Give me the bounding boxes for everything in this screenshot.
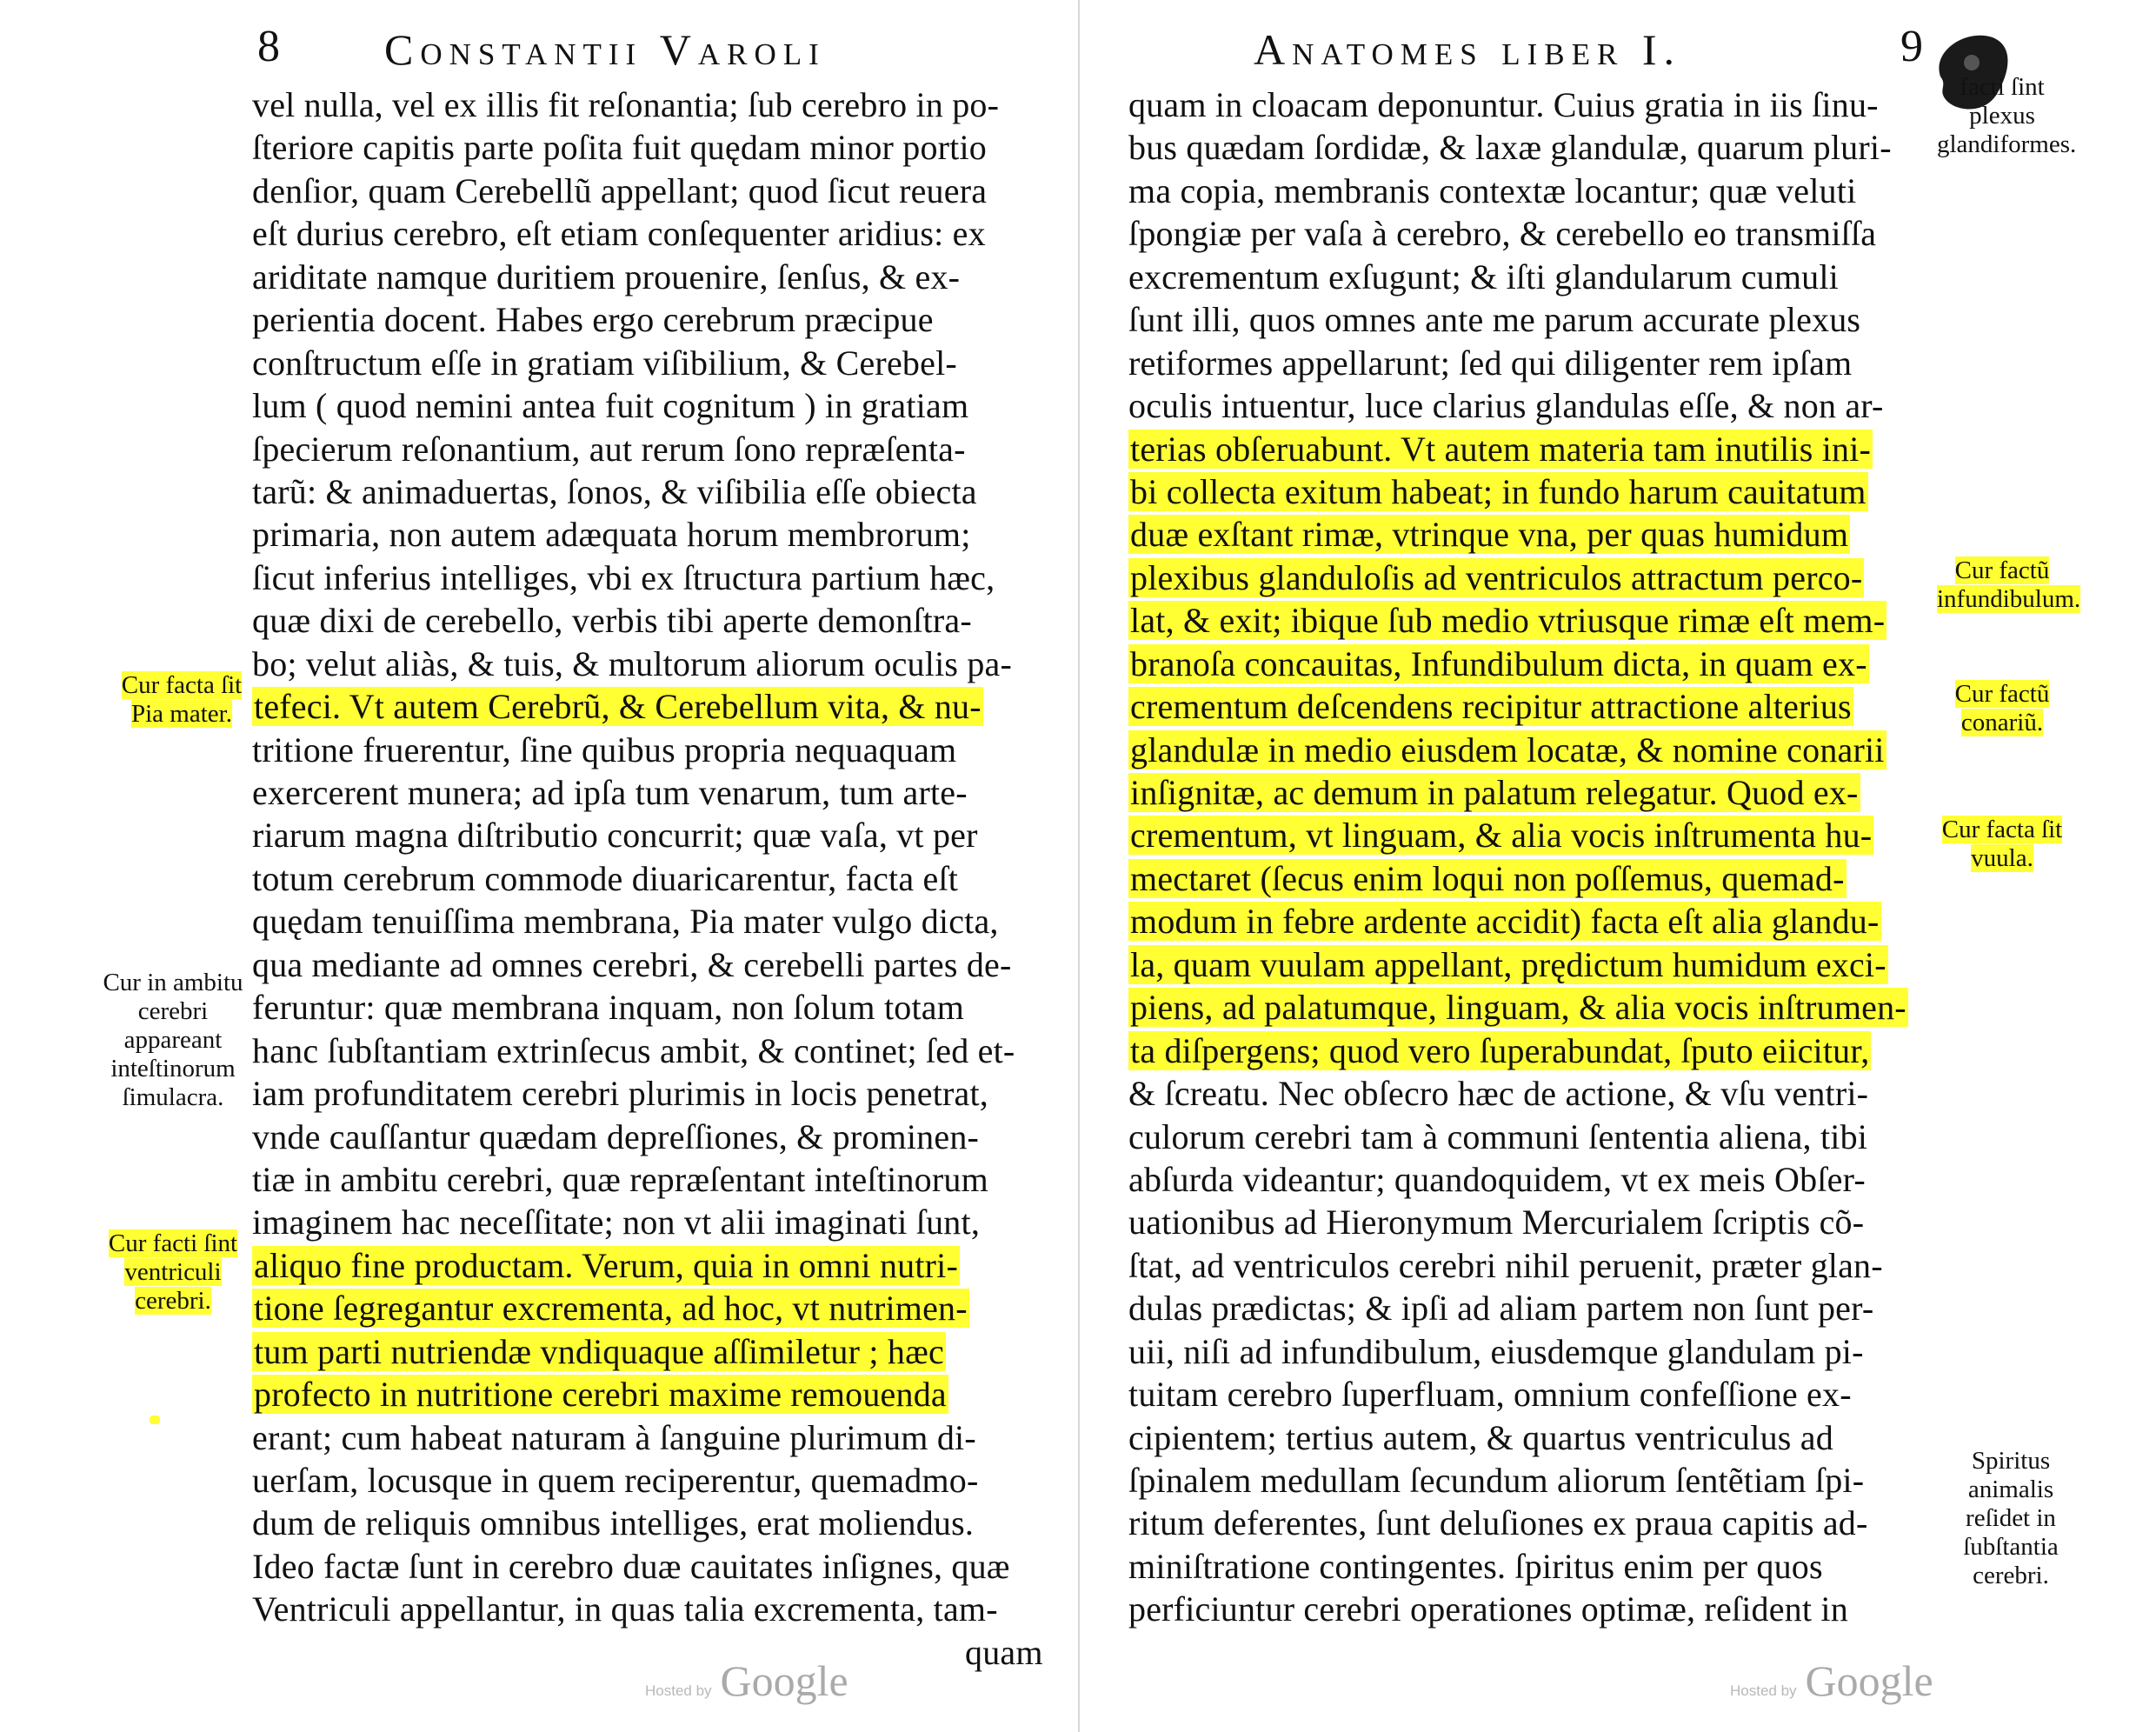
running-head: Anatomes liber I. — [1254, 25, 1682, 74]
text-line: quam in cloacam deponuntur. Cuius gratia in iis ſinu- — [1128, 85, 1879, 124]
text-line: excrementum exſugunt; & iſti glandularum cumuli — [1128, 256, 1839, 296]
text-line: Ideo factæ ſunt in cerebro duæ cauitates inſignes, quæ — [252, 1546, 1010, 1586]
text-line: vnde cauſſantur quædam depreſſiones, & prominen- — [252, 1116, 980, 1156]
margin-note — [103, 1229, 243, 1316]
highlighted-text: tum parti nutriendæ vndiquaque aſſimiletur ; hæc — [254, 1331, 944, 1371]
text-line: & ſcreatu. Nec obſecro hæc de actione, & vſu ventri- — [1128, 1074, 1869, 1114]
highlighted-text: lat, & exit; ibique ſub medio vtriusque rimæ eſt mem- — [1130, 601, 1886, 641]
margin-note-text: Cur facti ſint ventriculi cerebri. — [108, 1229, 238, 1315]
highlighted-text: duæ exſtant rimæ, vtrinque vna, per quas humidum — [1130, 515, 1849, 555]
highlighted-text: crementum deſcendens recipitur attractione alterius — [1130, 687, 1852, 727]
text-line: retiformes appellarunt; ſed qui diligenter rem ipſam — [1128, 343, 1853, 383]
text-line: vel nulla, vel ex illis fit reſonantia; ſub cerebro in po- — [252, 85, 1000, 124]
highlighted-text: profecto in nutritione cerebri maxime remouenda — [254, 1375, 947, 1415]
highlighted-text: terias obſeruabunt. Vt autem materia tam inutilis ini- — [1130, 429, 1872, 469]
text-line: perficiuntur cerebri operationes optimæ, reſident in — [1128, 1589, 1848, 1629]
text-line: eſt durius cerebro, eſt etiam conſequenter aridius: ex — [252, 214, 986, 254]
text-line — [1128, 943, 2137, 986]
text-line: riarum magna diſtributio concurrit; quæ vaſa, vt per — [252, 816, 978, 856]
margin-note: Cur in ambitu cerebri appareant inteſtinorum ſimulacra. — [103, 969, 243, 1111]
text-line: feruntur: quæ membrana inquam, non ſolum totam — [252, 988, 965, 1028]
text-line: cipientem; tertius autem, & quartus ventriculus ad — [1128, 1417, 1833, 1457]
text-line: tuitam cerebro ſuperfluam, omnium confeſſione ex- — [1128, 1375, 1852, 1415]
margin-note — [111, 671, 252, 729]
hosted-by-google-watermark — [1730, 1655, 1933, 1706]
text-line — [1128, 771, 2137, 814]
highlighted-text: aliquo fine productam. Verum, quia in omni nutri- — [254, 1245, 959, 1285]
highlighted-text: modum in febre ardente accidit) facta eſt alia glandu- — [1130, 902, 1880, 942]
text-line — [252, 685, 1061, 728]
text-line: iam profunditatem cerebri plurimis in locis penetrat, — [252, 1074, 989, 1114]
text-line — [252, 1373, 1061, 1416]
text-line: dulas prædictas; & ipſi ad aliam partem non ſunt per- — [1128, 1289, 1874, 1329]
text-line: tiæ in ambitu cerebri, quæ repræſentant inteſtinorum — [252, 1159, 988, 1199]
highlighted-text: tefeci. Vt autem Cerebrũ, & Cerebellum vita, & nu- — [254, 687, 982, 727]
text-line: ritum deferentes, ſunt deluſiones ex praua capitis ad- — [1128, 1503, 1868, 1543]
text-line: uii, niſi ad infundibulum, eiusdemque glandulam pi- — [1128, 1331, 1864, 1371]
text-line — [1128, 470, 2137, 513]
highlighted-text: plexibus glanduloſis ad ventriculos attractum perco- — [1130, 557, 1863, 597]
text-line: conſtructum eſſe in gratiam viſibilium, & Cerebel- — [252, 343, 957, 383]
margin-note — [1937, 816, 2067, 873]
text-line: lum ( quod nemini antea fuit cognitum ) in gratiam — [252, 386, 969, 426]
text-line: hanc ſubſtantiam extrinſecus ambit, & continet; ſed et- — [252, 1030, 1015, 1070]
text-line: quędam tenuiſſima membrana, Pia mater vulgo dicta, — [252, 902, 999, 942]
text-line: denſior, quam Cerebellũ appellant; quod ſicut reuera — [252, 170, 988, 210]
page-number: 9 — [1900, 22, 1923, 71]
hosted-by-google-watermark — [645, 1655, 848, 1706]
margin-note-text: Cur facta ſit vuula. — [1941, 816, 2063, 872]
margin-note — [1937, 680, 2067, 737]
text-line: dum de reliquis omnibus intelliges, erat moliendus. — [252, 1503, 975, 1543]
highlighted-text: la, quam vuulam appellant, prędictum humidum exci- — [1130, 944, 1886, 984]
text-line: ſicut inferius intelliges, vbi ex ſtructura partium hæc, — [252, 557, 995, 597]
text-line: totum cerebrum commode diuaricarentur, facta eſt — [252, 858, 959, 898]
margin-note-text: Cur facta ſit Pia mater. — [121, 671, 243, 728]
margin-note — [1937, 556, 2081, 614]
text-line: exercerent munera; ad ipſa tum venarum, tum arte- — [252, 773, 968, 812]
page-number: 8 — [257, 22, 280, 71]
text-line — [252, 1330, 1061, 1373]
text-line — [1128, 643, 2137, 685]
text-line: quam — [965, 1632, 1043, 1672]
text-line: ſteriore capitis parte poſita fuit quędam minor portio — [252, 128, 987, 168]
text-line: ma copia, membranis contextæ locantur; quæ veluti — [1128, 170, 1857, 210]
text-line — [252, 1244, 1061, 1287]
watermark-prefix: Hosted by — [645, 1682, 712, 1699]
text-line: imaginem hac neceſſitate; non vt alii imaginati ſunt, — [252, 1202, 981, 1242]
highlighted-text: glandulæ in medio eiusdem locatæ, & nomine conarii — [1130, 729, 1885, 769]
text-line — [1128, 428, 2137, 470]
text-column — [252, 83, 1061, 1674]
running-head: Constantii Varoli — [384, 25, 826, 74]
text-line: ſpinalem medullam ſecundum aliorum ſentẽtiam ſpi- — [1128, 1461, 1865, 1500]
highlighted-text: inſignitæ, ac demum in palatum relegatur. Quod ex- — [1130, 773, 1859, 812]
text-line — [252, 1287, 1061, 1329]
highlighted-text: tione ſegregantur excrementa, ad hoc, vt nutrimen- — [254, 1289, 968, 1329]
text-line — [1128, 986, 2137, 1029]
text-line: ariditate namque duritiem prouenire, ſenſus, & ex- — [252, 256, 961, 296]
text-line — [1128, 1029, 2137, 1072]
google-logo: Google — [1805, 1656, 1933, 1705]
text-line: ſunt illi, quos omnes ante me parum accurate plexus — [1128, 300, 1861, 340]
margin-note-text: Cur factũ infundibulum. — [1937, 556, 2081, 613]
text-line: tarũ: & animaduertas, ſonos, & viſibilia eſſe obiecta — [252, 471, 977, 511]
text-line: qua mediante ad omnes cerebri, & cerebelli partes de- — [252, 944, 1012, 984]
text-line: uerſam, locusque in quem reciperentur, quemadmo- — [252, 1461, 979, 1500]
text-line: tritione fruerentur, ſine quibus propria nequaquam — [252, 729, 957, 769]
margin-note-text: Cur factũ conariũ. — [1954, 680, 2050, 736]
text-line: bo; velut aliàs, & tuis, & multorum aliorum oculis pa- — [252, 643, 1013, 683]
highlighted-text: branoſa concauitas, Infundibulum dicta, in quam ex- — [1130, 643, 1867, 683]
text-line: ſpecierum reſonantium, aut rerum ſono repræſenta- — [252, 429, 966, 469]
text-line: oculis intuentur, luce clarius glandulas eſſe, & non ar- — [1128, 386, 1884, 426]
highlighted-text: crementum, vt linguam, & alia vocis inſtrumenta hu- — [1130, 816, 1873, 856]
margin-note: facti ſint plexus glandiformes. — [1937, 73, 2077, 158]
text-line: ſpongiæ per vaſa à cerebro, & cerebello eo transmiſſa — [1128, 214, 1877, 254]
right-page — [1080, 0, 2156, 1732]
highlighted-text: mectaret (ſecus enim loqui non poſſemus, quemad- — [1130, 858, 1845, 898]
text-line: primaria, non autem adæquata horum membrorum; — [252, 515, 971, 555]
text-line: abſurda videantur; quandoquidem, vt ex meis Obſer- — [1128, 1159, 1866, 1199]
highlighted-text: piens, ad palatumque, linguam, & alia vocis inſtrumen- — [1130, 988, 1906, 1028]
highlighted-text: bi collecta exitum habeat; in fundo harum cauitatum — [1130, 471, 1867, 511]
watermark-prefix: Hosted by — [1730, 1682, 1797, 1699]
google-logo: Google — [720, 1656, 848, 1705]
text-line: erant; cum habeat naturam à ſanguine plurimum di- — [252, 1417, 976, 1457]
text-line — [1128, 513, 2137, 556]
text-line: miniſtratione contingentes. ſpiritus enim per quos — [1128, 1546, 1823, 1586]
text-line: culorum cerebri tam à communi ſententia aliena, tibi — [1128, 1116, 1868, 1156]
text-line — [1128, 900, 2137, 943]
highlighted-text: ta diſpergens; quod vero ſuperabundat, ſputo eiicitur, — [1130, 1030, 1870, 1070]
text-line: quæ dixi de cerebello, verbis tibi aperte demonſtra- — [252, 601, 972, 641]
text-line: bus quædam ſordidæ, & laxæ glandulæ, quarum pluri- — [1128, 128, 1892, 168]
text-line: perientia docent. Habes ergo cerebrum præcipue — [252, 300, 934, 340]
margin-note: Spiritus animalis reſidet in ſubſtantia cerebri. — [1963, 1447, 2059, 1589]
highlight-mark — [150, 1416, 160, 1424]
text-line: Ventriculi appellantur, in quas talia excrementa, tam- — [252, 1589, 998, 1629]
text-line: uationibus ad Hieronymum Mercurialem ſcriptis cõ- — [1128, 1202, 1865, 1242]
text-line: ſtat, ad ventriculos cerebri nihil peruenit, præter glan- — [1128, 1245, 1883, 1285]
